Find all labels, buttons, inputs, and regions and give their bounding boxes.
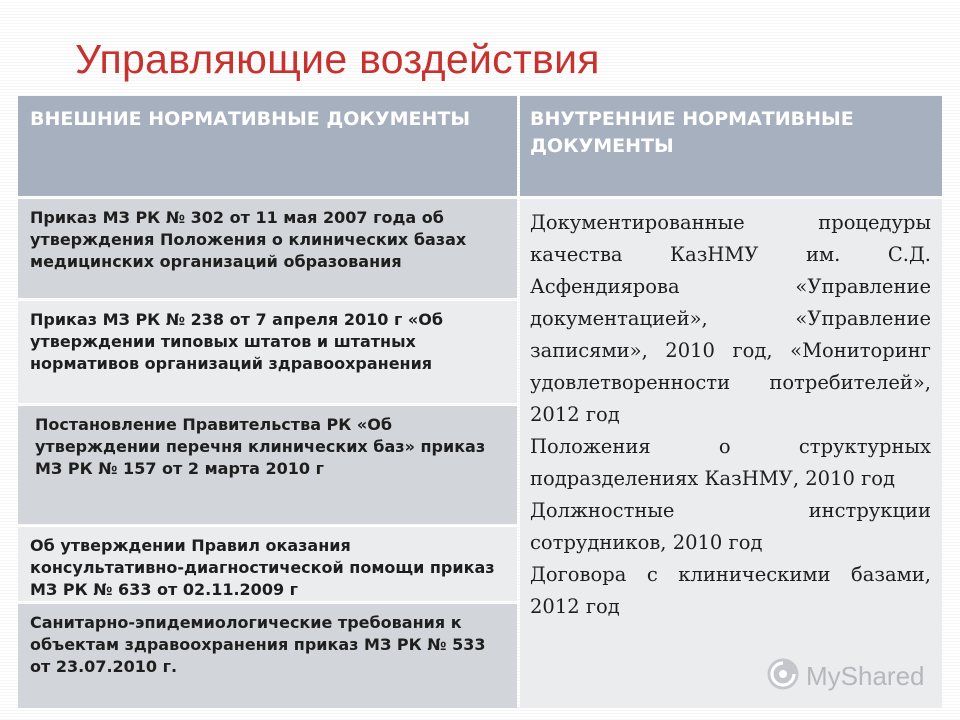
table-row-order-533: Санитарно-эпидемиологические требования к объектам здравоохранения приказ МЗ РК № 533 от 23.07.2010 г. [18, 604, 517, 708]
internal-doc-regulations: Положения о структурных подразделениях КазНМУ, 2010 год [530, 435, 931, 490]
header-internal-docs: ВНУТРЕННИЕ НОРМАТИВНЫЕ ДОКУМЕНТЫ [520, 96, 942, 196]
table-row-order-302: Приказ МЗ РК № 302 от 11 мая 2007 года об утверждения Положения о клинических базах медицинских организаций образования [18, 199, 517, 298]
documents-table [18, 96, 942, 708]
table-row-decree-157: Постановление Правительства РК «Об утверждении перечня клинических баз» приказ МЗ РК № 157 от 2 марта 2010 г [18, 406, 517, 524]
table-row-order-238: Приказ МЗ РК № 238 от 7 апреля 2010 г «Об утверждении типовых штатов и штатных нормативов организаций здравоохранения [18, 301, 517, 403]
table-row-order-633: Об утверждении Правил оказания консультативно-диагностической помощи приказ МЗ РК № 633 от 02.11.2009 г [18, 527, 517, 601]
myshared-logo-icon [766, 657, 800, 695]
watermark [766, 657, 925, 695]
internal-doc-procedures: Документированные процедуры качества КазНМУ им. С.Д. Асфендиярова «Управление документацией», «Управление записями», 2010 год, «Мониторинг удовлетворенности потребителей», 2012 год [530, 211, 931, 426]
internal-doc-instructions: Должностные инструкции сотрудников, 2010 год [530, 499, 931, 554]
watermark-text: MyShared [806, 660, 925, 691]
internal-doc-contracts: Договора с клиническими базами, 2012 год [530, 563, 931, 618]
header-external-docs: ВНЕШНИЕ НОРМАТИВНЫЕ ДОКУМЕНТЫ [18, 96, 517, 196]
internal-docs-cell [520, 199, 942, 708]
page-title: Управляющие воздействия [75, 36, 600, 82]
